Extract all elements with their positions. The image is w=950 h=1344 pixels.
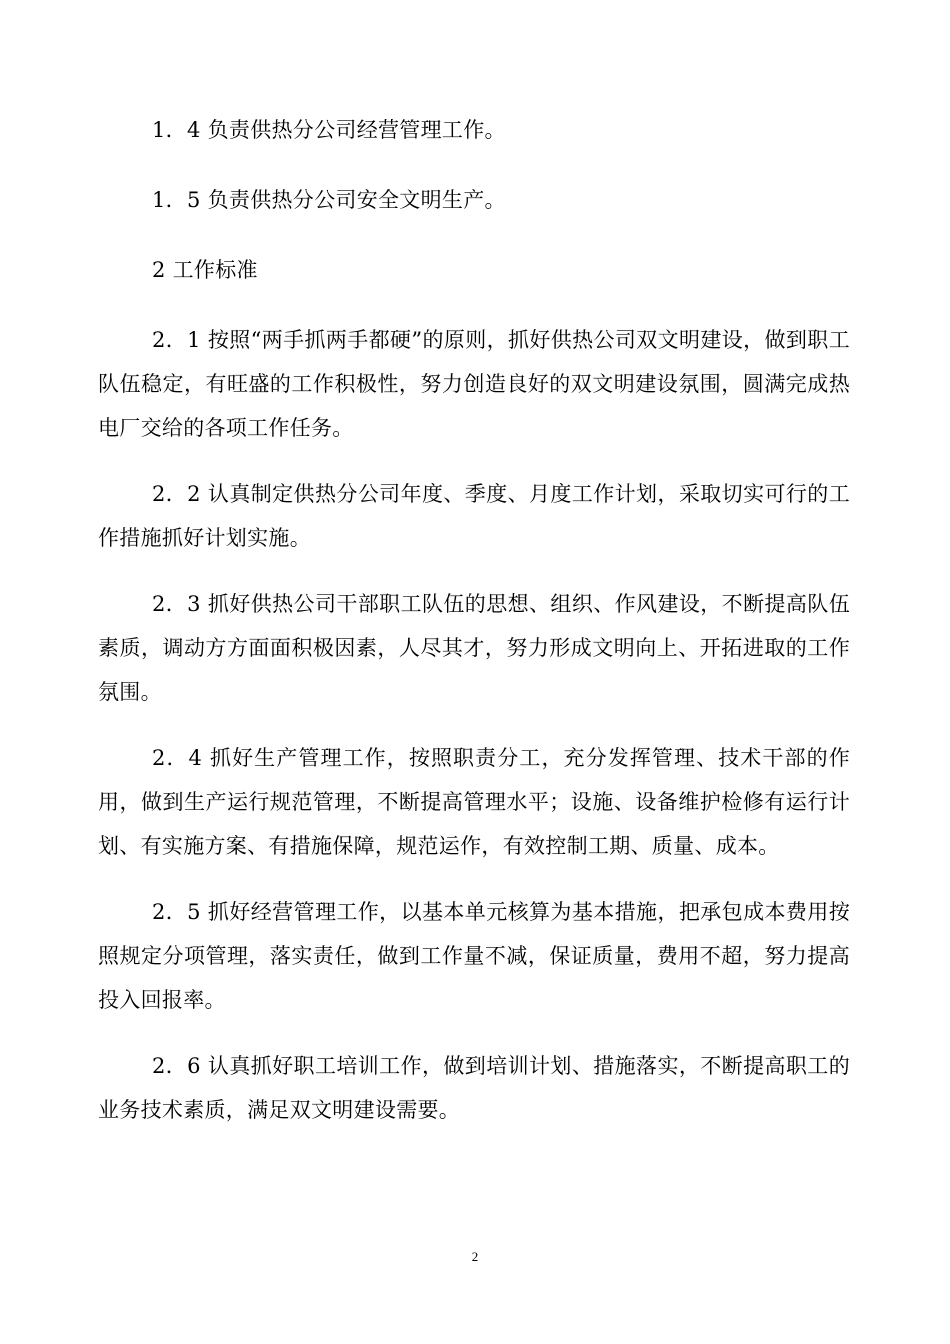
paragraph-2-1: 2．1 按照“两手抓两手都硬”的原则，抓好供热公司双文明建设，做到职工队伍稳定，有旺盛的工作积极性，努力创造良好的双文明建设氛围，圆满完成热电厂交给的各项工作任务。 [98, 328, 850, 440]
paragraph-2-6: 2．6 认真抓好职工培训工作，做到培训计划、措施落实，不断提高职工的业务技术素质，满足双文明建设需要。 [98, 1054, 850, 1122]
paragraph-2-5: 2．5 抓好经营管理工作，以基本单元核算为基本措施，把承包成本费用按照规定分项管理，落实责任，做到工作量不减，保证质量，费用不超，努力提高投入回报率。 [98, 900, 850, 1012]
paragraph-1-4: 1．4 负责供热分公司经营管理工作。 [152, 118, 506, 142]
paragraph-1-5: 1．5 负责供热分公司安全文明生产。 [152, 188, 506, 212]
paragraph-2-2: 2．2 认真制定供热分公司年度、季度、月度工作计划，采取切实可行的工作措施抓好计划实施。 [98, 482, 850, 550]
paragraph-2-3: 2．3 抓好供热公司干部职工队伍的思想、组织、作风建设，不断提高队伍素质，调动方方面面积极因素，人尽其才，努力形成文明向上、开拓进取的工作氛围。 [98, 592, 850, 704]
paragraph-2-4: 2．4 抓好生产管理工作，按照职责分工，充分发挥管理、技术干部的作用，做到生产运行规范管理，不断提高管理水平；设施、设备维护检修有运行计划、有实施方案、有措施保障，规范运作，有效控制工期、质量、成本。 [98, 746, 850, 858]
page-number: 2 [471, 1249, 479, 1264]
section-heading-2: 2 工作标准 [152, 258, 258, 282]
document-body [98, 108, 850, 1154]
